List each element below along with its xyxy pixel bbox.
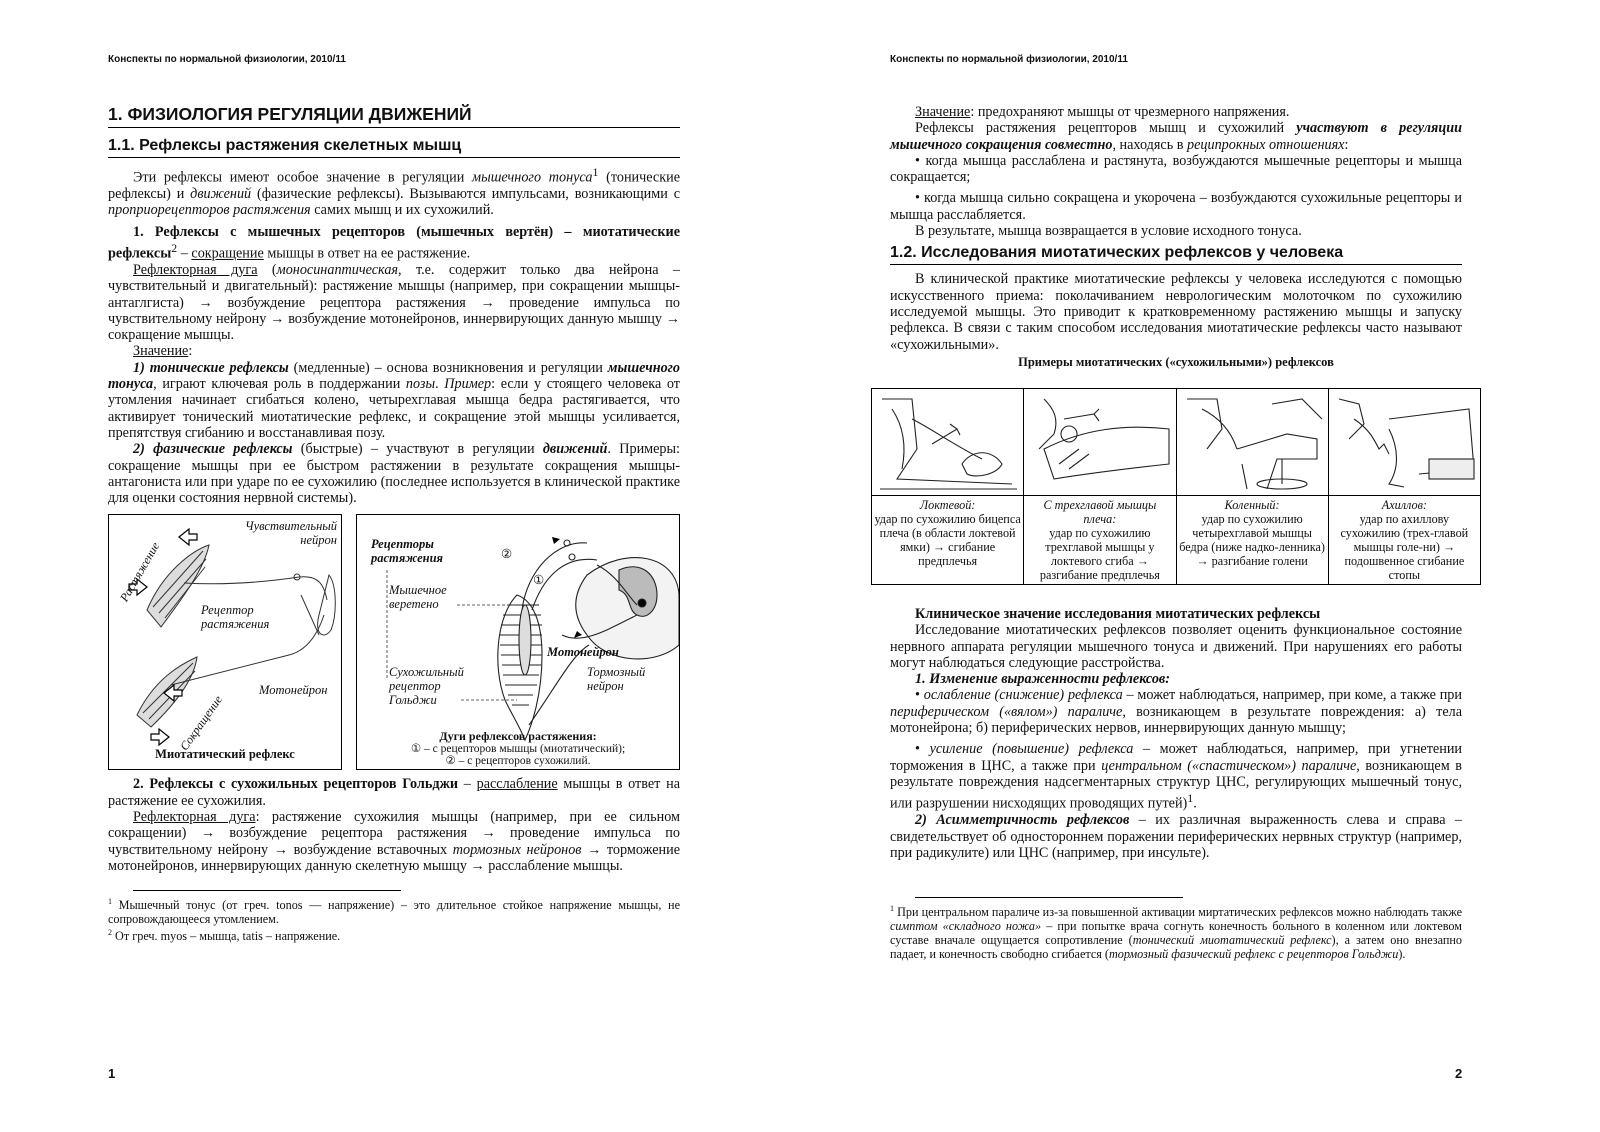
section-title: 1.1. Рефлексы растяжения скелетных мышц (108, 136, 680, 158)
page-2 (800, 0, 1600, 1132)
paragraph: В результате, мышца возвращается в условие исходного тонуса. (915, 223, 1302, 240)
arc-mark-1: ① (533, 573, 545, 588)
footnote-2-text: От греч. myos – мышца, tatis – напряжение. (115, 929, 341, 944)
label-inhibitory-neuron: Тормозный нейрон (587, 665, 646, 694)
reflex-name: Ахиллов: (1381, 498, 1427, 512)
reflex-cell-elbow (872, 496, 1024, 585)
footnote-separator (133, 890, 401, 891)
label-stretch-receptors: Рецепторы растяжения (371, 537, 443, 566)
paragraph: 1) тонические рефлексы (медленные) – основа возникновения и регуляции мышечного тонуса, играют ключевая роль в поддержании позы. Пример: если у стоящего человека от утомления начинает сгибаться колено, четырехглавая мышца бедра растягивается, что активирует тонический миотатические рефлекс, и сокращение этой мышцы усиливается, препятствуя сгибанию и восстанавливая позу. (108, 359, 681, 441)
paragraph: Значение: предохраняют мышцы от чрезмерного напряжения. (915, 104, 1290, 120)
footnote-2: $^2$ От греч. myos – мышца, tatis – напряжение. (108, 928, 341, 944)
paragraph: 2) фазические рефлексы (быстрые) – участвуют в регуляции движений. Примеры: сокращение мышцы при ее быстром растяжении в результате сокращения мышцы-антагониста или при ударе по ее сухожилию (последнее используется в клинической практике для оценки состояния нервной системы). (108, 441, 681, 507)
paragraph: • усиление (повышение) рефлекса – может наблюдаться, например, при угнетении торможения в ЦНС, а также при центральном («спастическом») параличе, возникающем в результате повреждения надсегментарных структур ЦНС, регулирующих мышечный тонус, или разрушении нисходящих проводящих путей)$^1$. (890, 741, 1462, 812)
reflex-cell-triceps (1024, 496, 1176, 585)
paragraph: • когда мышца расслаблена и растянута, возбуждаются мышечные рецепторы и мышца сокращается; (890, 152, 1462, 186)
label-motoneuron: Мотонейрон (259, 683, 328, 698)
paragraph: Рефлексы растяжения рецепторов мышц и сухожилий участвуют в регуляции мышечного сокращения совместно, находясь в реципрокных отношениях: (890, 120, 1462, 153)
page-number: 2 (1455, 1066, 1463, 1081)
paragraph: Эти рефлексы имеют особое значение в регуляции мышечного тонуса$^1$ (тонические рефлексы) и движений (фазические рефлексы). Вызываются импульсами, возникающими с проприорецепторов растяжения самих мышц и их сухожилий. (108, 165, 680, 219)
reflex-name: С трехглавой мышцы плеча: (1043, 498, 1157, 526)
label-sensory-neuron: Чувствительный нейрон (245, 519, 337, 548)
reflex-description: удар по ахиллову сухожилию (трех-главой мышцы голе-ни) → подошвенное сгибание стопы (1340, 512, 1469, 582)
page-1-body (108, 104, 680, 943)
chapter-title: 1. ФИЗИОЛОГИЯ РЕГУЛЯЦИИ ДВИЖЕНИЙ (108, 104, 680, 128)
figure-myotatic-reflex (108, 514, 342, 770)
table-row (872, 496, 1481, 585)
section-title: 1.2. Исследования миотатических рефлексов у человека (890, 243, 1462, 265)
label-stretch: Растяжение (117, 540, 163, 605)
paragraph: • когда мышца сильно сокращена и укорочена – возбуждаются сухожильные рецепторы и мышца расслабляется. (890, 190, 1462, 223)
arc-mark-2: ② (501, 547, 513, 562)
reflex-cell-achilles (1328, 496, 1480, 585)
label-golgi-tendon-organ: Сухожильный рецептор Гольджи (389, 665, 464, 708)
reflex-examples-table (871, 388, 1481, 585)
reflex-description: удар по сухожилию четырехглавой мышцы бедра (ниже надко-ленника) → разгибание голени (1179, 512, 1325, 568)
running-header: Конспекты по нормальной физиологии, 2010/11 (108, 54, 346, 65)
figure-stretch-reflex-arcs (356, 514, 680, 770)
reflex-description: удар по сухожилию бицепса плеча (в области локтевой ямки) → сгибание предплечья (874, 512, 1021, 568)
reflex-cell-knee (1176, 496, 1328, 585)
figure-caption-line-2: ② – с рецепторов сухожилий. (445, 755, 591, 768)
paragraph: 1. Рефлексы с мышечных рецепторов (мышечных вертён) – миотатические рефлексы$^2$ – сокращение мышцы в ответ на ее растяжение. (108, 223, 680, 262)
label-muscle-spindle: Мышечное веретено (389, 583, 447, 612)
paragraph: Исследование миотатических рефлексов позволяет оценить функциональное состояние нервного аппарата регуляции мышечного тонуса и движений. При нарушениях его работы могут наблюдаться следующие расстройства. (890, 622, 1462, 671)
label-motoneuron: Мотонейрон (547, 645, 619, 660)
illustration-elbow-reflex (872, 389, 1023, 495)
illustration-triceps-reflex (1024, 389, 1175, 495)
paragraph: В клинической практике миотатические рефлексы у человека исследуются с помощью искусственного приема: поколачиванием неврологическим молоточком по сухожилию исследуемой мышцы. Это приводит к кратковременному растяжению мышцы и запуску рефлекса. В связи с таким способом исследования миотатические рефлексы часто называют «сухожильными». (890, 271, 1462, 353)
clinical-title (890, 606, 1462, 622)
reflex-description: удар по сухожилию трехглавой мышцы у локтевого сгиба → разгибание предплечья (1039, 526, 1160, 582)
table-row (872, 389, 1481, 496)
paragraph: • ослабление (снижение) рефлекса – может наблюдаться, например, при коме, а также при периферическом («вялом») параличе, возникающем в результате повреждения: а) тела мотонейрона; б) периферических нервов, иннервирующих данную мышцу; (890, 687, 1463, 737)
figure-caption: Миотатический рефлекс (155, 747, 295, 762)
label-stretch-receptor: Рецептор растяжения (201, 603, 270, 632)
paragraph: 2) Асимметричность рефлексов – их различная выраженность слева и справа – свидетельствует об одностороннем поражении периферических нервных структур (например, при радикулите) или ЦНС (например, при инсульте). (890, 812, 1462, 861)
illustration-achilles-reflex (1329, 389, 1480, 495)
figures-row (108, 514, 680, 770)
figure-caption-title: Дуги рефлексов растяжения: (439, 729, 597, 744)
paragraph: 1. Изменение выраженности рефлексов: (915, 671, 1170, 688)
label-contraction: Сокращение (177, 693, 225, 754)
page-2-body-bottom (890, 606, 1462, 961)
clinical-title-text: Клиническое значение исследования миотатических рефлексы (915, 606, 1321, 622)
page-number: 1 (108, 1066, 116, 1081)
footnote-1: $^1$ При центральном параличе из-за повышенной активации миртатических рефлексов можно наблюдать также симптом «складного ножа» – при попытке врача согнуть конечность больного в коленном или локтевом суставе вначале ощущается сопротивление (тонический миотатический рефлекс), а затем оно внезапно падает, и конечность свободно сгибается (тормозный фазический рефлекс с рецепторов Гольджи). (890, 904, 1463, 962)
paragraph: Рефлекторная дуга (моносинаптическая, т.е. содержит только два нейрона – чувствительный и двигательный): растяжение мышцы (например, при сокращении мышцы-антаглгиста) → возбуждение рецептора растяжения → проведение импульса по чувствительному нейрону → возбуждение мотонейронов, иннервирующих данную мышцу → сокращение мышцы. (108, 261, 680, 344)
table-caption: Примеры миотатических («сухожильными») рефлексов (1018, 354, 1334, 369)
footnote-1: $^1$ Мышечный тонус (от греч. tonos — напряжение) – это длительное стойкое напряжение мышцы, не сопровождающееся утомлением. (108, 897, 680, 927)
page-2-body-top (890, 104, 1462, 372)
paragraph: Значение: (133, 343, 193, 360)
figure-caption-line-1: ① – с рецепторов мышцы (миотатический); (410, 743, 626, 756)
paragraph: 2. Рефлексы с сухожильных рецепторов Гольджи – расслабление мышцы в ответ на растяжение ее сухожилия. (108, 776, 680, 809)
reflex-name: Локтевой: (919, 498, 976, 512)
footnote-1-text: Мышечный тонус (от греч. tonos — напряжение) – это длительное стойкое напряжение мышцы, не сопровождающееся утомлением. (108, 898, 680, 927)
footnote-separator (915, 897, 1183, 898)
reflex-name: Коленный: (1224, 498, 1280, 512)
paragraph: Рефлекторная дуга: растяжение сухожилия мышцы (например, при ее сильном сокращении) → возбуждение рецептора растяжения → проведение импульса по чувствительному нейрону → возбуждение вставочных тормозных нейронов → торможение мотонейронов, иннервирующих данную скелетную мышцу → расслабление мышцы. (108, 809, 681, 874)
running-header: Конспекты по нормальной физиологии, 2010/11 (890, 54, 1128, 65)
illustration-knee-reflex (1177, 389, 1328, 495)
